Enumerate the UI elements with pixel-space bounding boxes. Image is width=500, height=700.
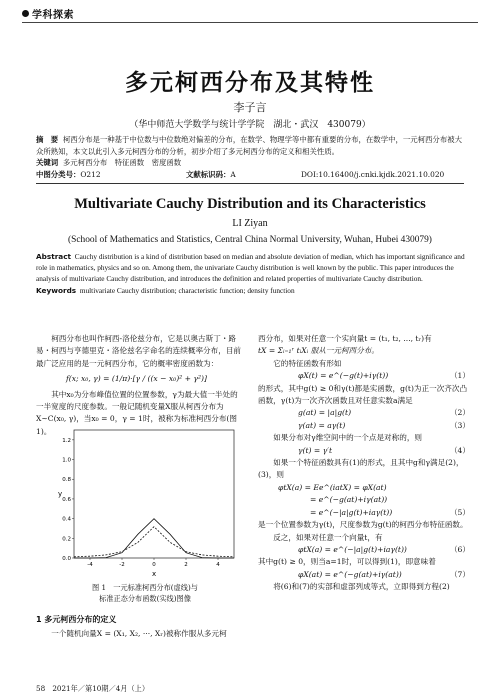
section-tag: [22, 6, 74, 21]
x-tick-label: -4: [87, 562, 93, 568]
equation-1-number: （1）: [449, 371, 470, 381]
equation-1: [258, 370, 470, 382]
section-1-text: 一个随机向量X = (X₁, X₂, ···, Xᵣ)被称作服从多元柯: [51, 629, 227, 638]
series-line-solid: [74, 519, 234, 558]
y-tick-label: 1.0: [62, 457, 71, 464]
equation-4: [258, 445, 470, 457]
title-en: Multivariate Cauchy Distribution and its Characteristics: [74, 196, 426, 212]
body-right-p4: 如果分布对γ维空间中的一个点是对称的，则: [273, 433, 423, 443]
figure-1-caption: [60, 582, 230, 604]
section-1-heading: 1 多元柯西分布的定义: [36, 615, 117, 624]
abstract-zh-text: 柯西分布是一种基于中位数与中位数绝对偏差的分布，在数学、物理学等中都有重要的分布，在数学中，一元柯西分布被大众所熟知，本文以此引入多元柯西分布的分析，初步介绍了多元柯西分布的定义和相关性质。: [36, 135, 462, 156]
equation-6-text: φtX(a) = e^(−|a|g(t)+iaγ(t)): [298, 544, 407, 554]
abstract-en: [36, 251, 470, 296]
doc-field: [186, 169, 301, 181]
equation-3-number: （3）: [449, 420, 470, 430]
x-axis-label: x: [152, 570, 157, 578]
equation-5c: [258, 507, 470, 519]
body-left-p2: 其中x₀为分布峰值位置的位置参数，γ为最大值一半处的一半宽度的尺度参数。一般记随机变量X服从柯西分布为X~C(x₀, γ)，当x₀ = 0，γ = 1时，被称为标准柯西分布(图1)。: [36, 389, 238, 436]
clc-field: [36, 169, 186, 181]
x-tick-label: -2: [119, 562, 125, 568]
author-en: LI Ziyan: [232, 218, 268, 229]
body-right-p1: 西分布，如果对任意一个实向量t = (t₁, t₂, ..., tᵣ)有: [258, 334, 432, 343]
body-right-p7: 反之，如果对任意一个向量t，有: [273, 532, 383, 542]
equation-5b-text: = e^(−g(at)+iγ(at)): [310, 495, 388, 505]
body-right-p2: 它的特征函数有形如: [273, 358, 342, 368]
equation-3-text: γ(at) = aγ(t): [298, 420, 346, 430]
title-zh: 多元柯西分布及其特性: [125, 69, 375, 96]
doi-field: [301, 169, 444, 181]
y-tick-label: 0.0: [62, 556, 71, 562]
body-left-p1: 柯西分布也叫作柯西-洛伦兹分布，它是以奥古斯丁・路易・柯西与亨德里克・洛伦兹名字命名的连续概率分布，目前最广泛应用的是一元柯西分布，它的概率密度函数为：: [36, 334, 242, 368]
equation-7: [258, 569, 470, 581]
doc-value: A: [230, 169, 236, 179]
equation-density-text: f(x; x₀, γ) = (1/π)·[γ / ((x − x₀)² + γ²)]: [66, 374, 207, 384]
keywords-en: multivariate Cauchy distribution; characteristic function; density function: [79, 285, 295, 295]
author-zh: 李子言: [233, 101, 267, 114]
figure-1-plot: [48, 428, 238, 578]
series-line-dashed: [74, 527, 234, 557]
equation-4-text: γ(t) = γ′t: [298, 445, 333, 455]
abstract-en-label: Abstract: [36, 252, 72, 261]
abstract-zh-label: 摘 要: [36, 135, 59, 144]
y-tick-label: 0.4: [62, 516, 71, 523]
equation-6-number: （6）: [449, 544, 470, 554]
equation-2-text: g(at) = |a|g(t): [298, 408, 352, 418]
equation-2-number: （2）: [449, 408, 470, 418]
equation-3: [258, 420, 470, 432]
plot-curves: [74, 519, 234, 558]
page-footer: 58 2021年／第10期／4月（上）: [36, 684, 150, 693]
x-tick-label: 4: [216, 562, 220, 568]
equation-5a-text: φtX(a) = Ee^(iatX) = φX(at): [278, 482, 387, 492]
abstract-en-text: Cauchy distribution is a kind of distribution based on median and absolute deviation of median, which has important significance and role in mathematics, physics and so on. Among them, the univariate Cauchy distribution is well known by the public. This paper introduces the analysis of multivariate Cauchy distribution, and introduces the definition and related properties of multivariate Cauchy distribution.: [36, 252, 465, 284]
equation-5b: [258, 494, 470, 506]
abstract-zh-paragraph: [36, 134, 468, 157]
keywords-en-label: Keywords: [36, 285, 77, 295]
bullet-icon: [22, 10, 29, 17]
body-right-column: [258, 333, 470, 594]
body-right-p9: 将(6)和(7)的实部和虚部列成等式，立即得到方程(2): [273, 582, 450, 592]
y-tick-label: 0.8: [62, 477, 71, 484]
body-right-p3: 的形式，其中g(t) ≥ 0和γ(t)都是实函数，g(t)为正一次齐次凸函数，γ(t)为一次齐次函数且对任意实数a满足: [258, 383, 468, 406]
keywords-zh-row: [36, 157, 468, 169]
keywords-zh-label: 关键词: [36, 158, 59, 167]
x-axis-ticks: [87, 558, 220, 568]
y-tick-label: 0.6: [62, 496, 71, 503]
abstract-en-paragraph: [36, 251, 470, 285]
body-right-p8: 其中g(t) ≥ 0，则当a=1时，可以得到(1)，即意味着: [258, 557, 436, 567]
y-tick-label: 1.2: [62, 437, 71, 444]
plot-frame: [74, 430, 234, 558]
keywords-en-row: [36, 285, 470, 296]
equation-5c-text: = e^(−|a|g(t)+iaγ(t)): [310, 507, 393, 517]
section-tag-label: 学科探索: [32, 10, 74, 21]
clc-label: 中图分类号：: [36, 169, 81, 179]
doi-label: DOI:: [301, 169, 319, 179]
abstract-zh: [36, 134, 468, 180]
body-right-p6: 是一个位置参数为γ(t)，尺度参数为g(t)的柯西分布特征函数。: [258, 520, 468, 530]
y-axis-ticks: [62, 438, 74, 562]
equation-7-text: φX(at) = e^(−g(at)+iγ(at)): [298, 569, 402, 579]
caption-line-1: 图 1 一元标准柯西分布(虚线)与: [92, 583, 198, 592]
clc-value: O212: [80, 169, 101, 179]
affiliation-zh: （华中师范大学数学与统计学学院 湖北・武汉 430079）: [129, 120, 371, 130]
x-tick-label: 0: [152, 562, 156, 568]
doi-value: 10.16400/j.cnki.kjdk.2021.10.020: [318, 169, 445, 179]
body-right-p5: 如果一个特征函数具有(1)的形式，且其中g和γ满足(2)，(3)，则: [258, 458, 464, 480]
x-tick-label: 2: [184, 562, 188, 568]
abstract-divider: [36, 183, 464, 184]
y-tick-label: 0.2: [62, 536, 71, 543]
equation-sum: [258, 345, 470, 357]
equation-1-text: φX(t) = e^(−g(t)+iγ(t)): [298, 371, 389, 381]
equation-4-number: （4）: [449, 445, 470, 455]
equation-7-number: （7）: [449, 569, 470, 579]
equation-sum-text: tX = Σᵢ₌₁ʳ tᵢXᵢ 服从一元柯西分布。: [258, 346, 379, 356]
header-rule: [22, 22, 478, 23]
equation-density: [36, 373, 243, 385]
equation-6: [258, 544, 470, 556]
body-left-column: [36, 333, 243, 438]
equation-2: [258, 407, 470, 419]
classification-row: [36, 169, 468, 181]
doc-label: 文献标识码：: [186, 169, 231, 179]
caption-line-2: 标准正态分布函数(实线)图像: [99, 594, 191, 603]
keywords-zh: 多元柯西分布 特征函数 密度函数: [62, 158, 182, 167]
equation-5-number: （5）: [449, 507, 470, 517]
equation-5a: [258, 482, 470, 494]
y-axis-label: y: [58, 490, 63, 498]
affiliation-en: (School of Mathematics and Statistics, Central China Normal University, Wuhan, Hubei 430079): [68, 235, 432, 245]
